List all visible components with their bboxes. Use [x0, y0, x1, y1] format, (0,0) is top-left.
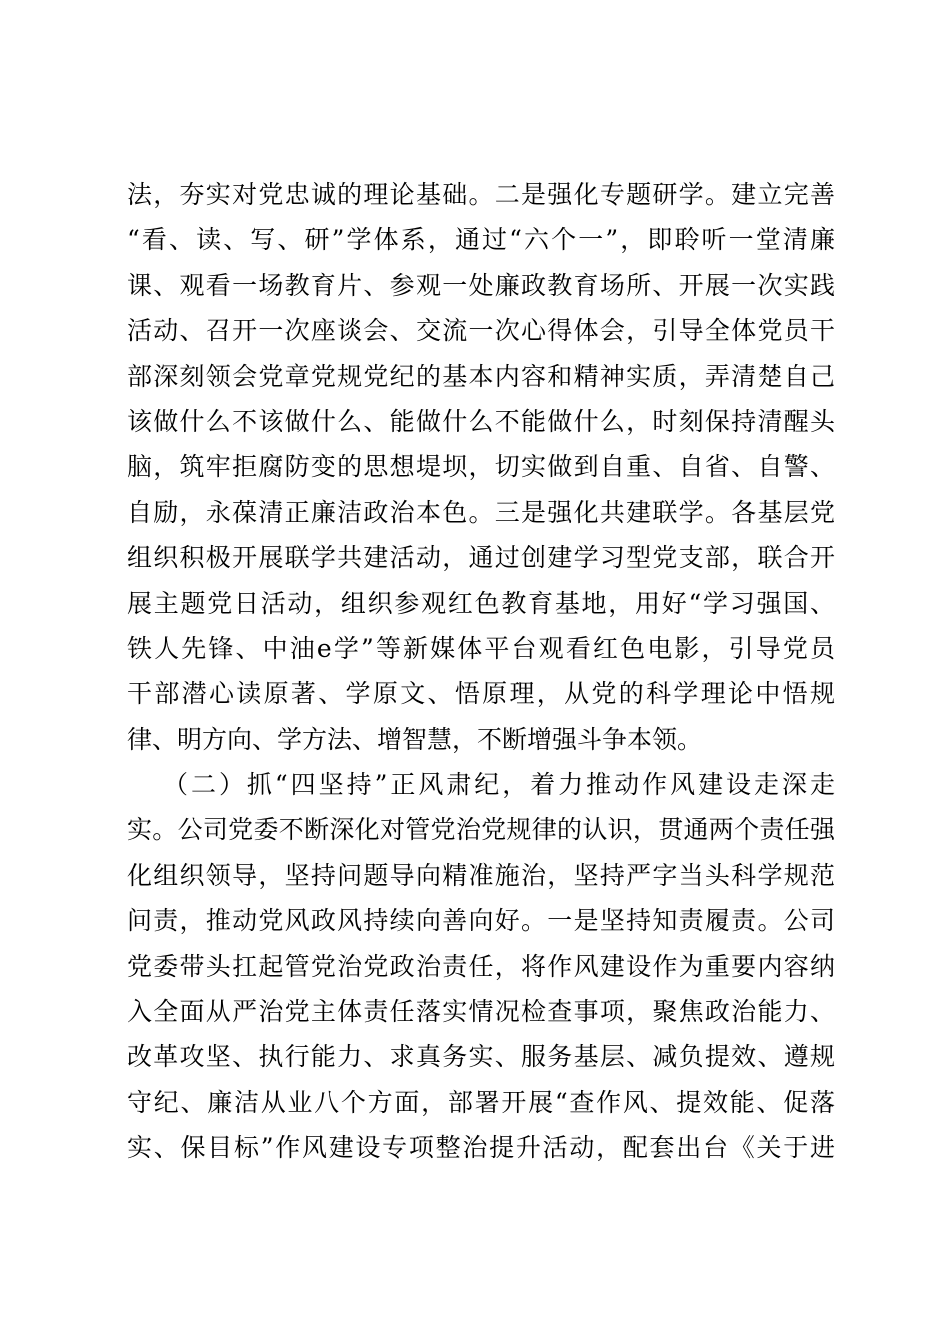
text-line: 该做什么不该做什么、能做什么不能做什么，时刻保持清醒头 — [127, 406, 835, 436]
text-line: 干部潜心读原著、学原文、悟原理，从党的科学理论中悟规 — [127, 679, 835, 709]
text-line: 党委带头扛起管党治党政治责任，将作风建设作为重要内容纳 — [127, 951, 835, 981]
text-line: 脑，筑牢拒腐防变的思想堤坝，切实做到自重、自省、自警、 — [127, 452, 835, 482]
text-line: 活动、召开一次座谈会、交流一次心得体会，引导全体党员干 — [127, 316, 835, 346]
section-heading-line: （二）抓“四坚持”正风肃纪，着力推动作风建设走深走 — [163, 770, 835, 800]
text-line: 组织积极开展联学共建活动，通过创建学习型党支部，联合开 — [127, 543, 835, 573]
text-line: 部深刻领会党章党规党纪的基本内容和精神实质，弄清楚自己 — [127, 361, 835, 391]
text-line: 问责，推动党风政风持续向善向好。一是坚持知责履责。公司 — [127, 906, 835, 936]
text-line: 律、明方向、学方法、增智慧，不断增强斗争本领。 — [127, 724, 703, 754]
text-line: 展主题党日活动，组织参观红色教育基地，用好“学习强国、 — [127, 588, 835, 618]
text-line: 实。公司党委不断深化对管党治党规律的认识，贯通两个责任强 — [127, 815, 835, 845]
text-line: 法，夯实对党忠诚的理论基础。二是强化专题研学。建立完善 — [127, 180, 835, 209]
text-line: 守纪、廉洁从业八个方面，部署开展“查作风、提效能、促落 — [127, 1087, 835, 1117]
text-line: 课、观看一场教育片、参观一处廉政教育场所、开展一次实践 — [127, 270, 835, 300]
text-line: “看、读、写、研”学体系，通过“六个一”，即聆听一堂清廉 — [127, 225, 835, 255]
text-line: 自励，永葆清正廉洁政治本色。三是强化共建联学。各基层党 — [127, 497, 835, 527]
text-line: 化组织领导，坚持问题导向精准施治，坚持严字当头科学规范 — [127, 860, 835, 890]
body-text — [127, 172, 835, 1171]
text-line: 实、保目标”作风建设专项整治提升活动，配套出台《关于进 — [127, 1133, 835, 1163]
text-line: 入全面从严治党主体责任落实情况检查事项，聚焦政治能力、 — [127, 997, 835, 1027]
text-line: 铁人先锋、中油e学”等新媒体平台观看红色电影，引导党员 — [127, 633, 835, 663]
text-line: 改革攻坚、执行能力、求真务实、服务基层、减负提效、遵规 — [127, 1042, 835, 1072]
